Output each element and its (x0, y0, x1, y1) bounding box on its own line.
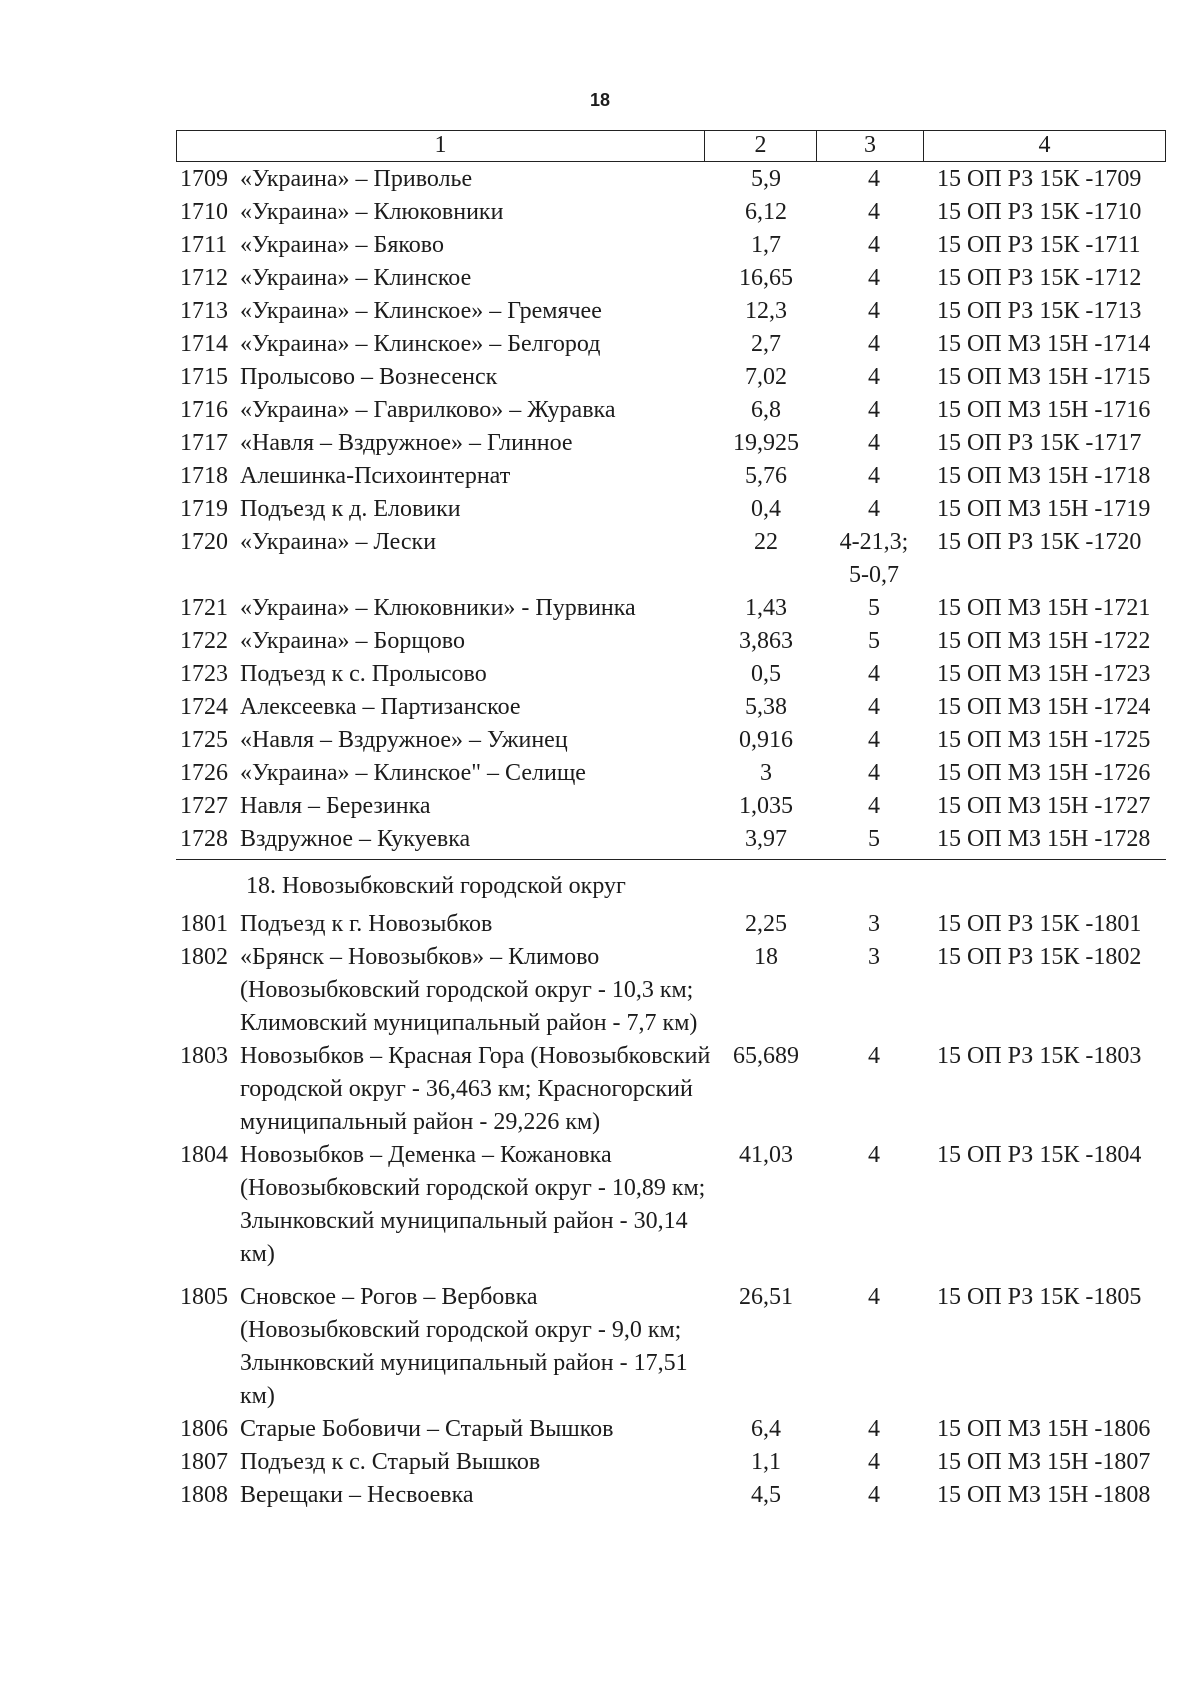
table-row (176, 823, 1166, 856)
road-length: 6,8 (751, 397, 781, 423)
road-name: «Навля – Вздружное» – Глинное (240, 430, 573, 456)
road-category: 4 (868, 760, 880, 786)
table-row (176, 1281, 1166, 1413)
road-category: 4 (868, 199, 880, 225)
road-length: 26,51 (739, 1284, 793, 1310)
table-row (176, 526, 1166, 592)
table-row (176, 163, 1166, 196)
road-category: 3 (868, 911, 880, 937)
road-length: 3,97 (745, 826, 787, 852)
header-col-3: 3 (817, 131, 924, 161)
table-row (176, 1413, 1166, 1446)
road-id: 15 ОП РЗ 15К -1801 (937, 911, 1142, 937)
road-category: 4 (868, 232, 880, 258)
road-length: 3 (760, 760, 772, 786)
road-number: 1717 (180, 430, 228, 456)
road-id: 15 ОП РЗ 15К -1805 (937, 1284, 1142, 1310)
road-category: 4 (868, 727, 880, 753)
road-length: 5,9 (751, 166, 781, 192)
road-length: 41,03 (739, 1142, 793, 1168)
road-length: 1,7 (751, 232, 781, 258)
road-id: 15 ОП РЗ 15К -1804 (937, 1142, 1142, 1168)
road-number: 1710 (180, 199, 228, 225)
road-name: Старые Бобовичи – Старый Вышков (240, 1416, 614, 1442)
road-name: «Брянск – Новозыбков» – Климово (Новозыбковский городской округ - 10,3 км; Климовский муниципальный район - 7,7 км) (240, 944, 698, 1036)
road-length: 2,7 (751, 331, 781, 357)
table-row (176, 460, 1166, 493)
road-category: 4 (868, 1449, 880, 1475)
table-row (176, 1446, 1166, 1479)
road-id: 15 ОП РЗ 15К -1709 (937, 166, 1142, 192)
road-number: 1725 (180, 727, 228, 753)
road-id: 15 ОП МЗ 15Н -1715 (937, 364, 1151, 390)
road-category: 4 (868, 331, 880, 357)
road-id: 15 ОП МЗ 15Н -1718 (937, 463, 1151, 489)
road-length: 22 (754, 529, 778, 555)
road-category: 4 (868, 298, 880, 324)
road-category: 4 (868, 364, 880, 390)
header-col-4: 4 (1038, 132, 1051, 158)
road-id: 15 ОП МЗ 15Н -1808 (937, 1482, 1151, 1508)
road-category: 4 (868, 694, 880, 720)
road-name: Пролысово – Вознесенск (240, 364, 498, 390)
section-divider (176, 859, 1166, 860)
roads-table-part-1 (176, 163, 1166, 856)
section-title: 18. Новозыбковский городской округ (246, 873, 626, 899)
road-number: 1715 (180, 364, 228, 390)
road-id: 15 ОП РЗ 15К -1802 (937, 944, 1142, 970)
road-id: 15 ОП МЗ 15Н -1722 (937, 628, 1151, 654)
table-row (176, 757, 1166, 790)
road-number: 1728 (180, 826, 228, 852)
road-number: 1719 (180, 496, 228, 522)
road-category: 4 (868, 1142, 880, 1168)
road-name: Верещаки – Несвоевка (240, 1482, 474, 1508)
road-name: Вздружное – Кукуевка (240, 826, 471, 852)
road-number: 1709 (180, 166, 228, 192)
road-length: 1,43 (745, 595, 787, 621)
road-category: 4 (868, 793, 880, 819)
table-row (176, 361, 1166, 394)
road-name: «Украина» – Бяково (240, 232, 444, 258)
road-number: 1713 (180, 298, 228, 324)
road-id: 15 ОП МЗ 15Н -1727 (937, 793, 1151, 819)
road-length: 5,76 (745, 463, 787, 489)
road-length: 0,916 (739, 727, 793, 753)
table-row (176, 262, 1166, 295)
road-length: 6,12 (745, 199, 787, 225)
table-row (176, 427, 1166, 460)
table-row (176, 295, 1166, 328)
road-length: 16,65 (739, 265, 793, 291)
road-name: «Украина» – Клюковники» - Пурвинка (240, 595, 636, 621)
road-length: 1,1 (751, 1449, 781, 1475)
road-length: 5,38 (745, 694, 787, 720)
road-category: 4 (868, 1284, 880, 1310)
road-number: 1718 (180, 463, 228, 489)
road-category: 5 (868, 826, 880, 852)
table-row (176, 493, 1166, 526)
road-name: «Украина» – Клинское (240, 265, 472, 291)
road-name: Навля – Березинка (240, 793, 431, 819)
header-col-2: 2 (705, 131, 817, 161)
road-number: 1722 (180, 628, 228, 654)
road-category: 4 (868, 496, 880, 522)
table-row (176, 625, 1166, 658)
road-category: 4 (868, 463, 880, 489)
road-id: 15 ОП МЗ 15Н -1721 (937, 595, 1151, 621)
road-category: 4 (868, 166, 880, 192)
road-length: 18 (754, 944, 778, 970)
road-category: 3 (868, 944, 880, 970)
road-category: 4 (868, 265, 880, 291)
table-row (176, 229, 1166, 262)
road-number: 1727 (180, 793, 228, 819)
header-col-1: 1 (177, 131, 705, 161)
road-id: 15 ОП РЗ 15К -1717 (937, 430, 1142, 456)
table-row (176, 941, 1166, 1040)
road-number: 1711 (180, 232, 228, 258)
table-row (176, 658, 1166, 691)
road-name: «Украина» – Клюковники (240, 199, 504, 225)
road-name: «Украина» – Гаврилково» – Журавка (240, 397, 616, 423)
road-number: 1726 (180, 760, 228, 786)
road-number: 1801 (180, 911, 228, 937)
road-number: 1808 (180, 1482, 228, 1508)
road-name: «Украина» – Лески (240, 529, 437, 555)
table-row (176, 1139, 1166, 1271)
road-id: 15 ОП МЗ 15Н -1725 (937, 727, 1151, 753)
table-row (176, 1479, 1166, 1512)
road-category: 4 (868, 430, 880, 456)
road-length: 3,863 (739, 628, 793, 654)
road-id: 15 ОП РЗ 15К -1712 (937, 265, 1142, 291)
table-row (176, 394, 1166, 427)
road-length: 19,925 (733, 430, 799, 456)
road-id: 15 ОП МЗ 15Н -1728 (937, 826, 1151, 852)
road-id: 15 ОП МЗ 15Н -1724 (937, 694, 1151, 720)
road-category: 5 (868, 628, 880, 654)
road-name: Алешинка-Психоинтернат (240, 463, 511, 489)
table-row (176, 908, 1166, 941)
road-name: «Украина» – Клинское» – Гремячее (240, 298, 602, 324)
road-name: Новозыбков – Красная Гора (Новозыбковский городской округ - 36,463 км; Красногорский муниципальный район - 29,226 км) (240, 1043, 711, 1135)
road-name: Алексеевка – Партизанское (240, 694, 521, 720)
road-id: 15 ОП МЗ 15Н -1714 (937, 331, 1151, 357)
road-category: 4 (868, 1416, 880, 1442)
road-name: «Украина» – Клинское" – Селище (240, 760, 586, 786)
road-length: 6,4 (751, 1416, 781, 1442)
road-length: 12,3 (745, 298, 787, 324)
road-id: 15 ОП РЗ 15К -1710 (937, 199, 1142, 225)
road-name: Подъезд к д. Еловики (240, 496, 461, 522)
road-length: 0,5 (751, 661, 781, 687)
road-category: 4 (868, 397, 880, 423)
road-id: 15 ОП МЗ 15Н -1806 (937, 1416, 1151, 1442)
road-number: 1724 (180, 694, 228, 720)
road-name: «Украина» – Приволье (240, 166, 473, 192)
road-id: 15 ОП РЗ 15К -1713 (937, 298, 1142, 324)
road-name: «Навля – Вздружное» – Ужинец (240, 727, 568, 753)
road-id: 15 ОП МЗ 15Н -1719 (937, 496, 1151, 522)
road-category: 5 (868, 595, 880, 621)
road-number: 1802 (180, 944, 228, 970)
table-row (176, 1040, 1166, 1139)
road-id: 15 ОП РЗ 15К -1711 (937, 232, 1141, 258)
road-name: «Украина» – Борщово (240, 628, 465, 654)
road-number: 1803 (180, 1043, 228, 1069)
table-row (176, 328, 1166, 361)
road-number: 1721 (180, 595, 228, 621)
table-header (176, 130, 1166, 162)
road-name: «Украина» – Клинское» – Белгород (240, 331, 601, 357)
road-name: Новозыбков – Деменка – Кожановка (Новозыбковский городской округ - 10,89 км; Злынковский муниципальный район - 30,14 км) (240, 1142, 706, 1267)
road-id: 15 ОП МЗ 15Н -1726 (937, 760, 1151, 786)
table-row (176, 196, 1166, 229)
road-number: 1804 (180, 1142, 228, 1168)
road-length: 0,4 (751, 496, 781, 522)
road-number: 1712 (180, 265, 228, 291)
roads-table-part-2 (176, 908, 1166, 1512)
road-number: 1716 (180, 397, 228, 423)
table-row (176, 592, 1166, 625)
table-row (176, 790, 1166, 823)
road-number: 1714 (180, 331, 228, 357)
road-number: 1723 (180, 661, 228, 687)
road-length: 4,5 (751, 1482, 781, 1508)
road-length: 1,035 (739, 793, 793, 819)
road-number: 1805 (180, 1284, 228, 1310)
road-id: 15 ОП МЗ 15Н -1807 (937, 1449, 1151, 1475)
road-name: Подъезд к г. Новозыбков (240, 911, 493, 937)
road-name: Подъезд к с. Старый Вышков (240, 1449, 541, 1475)
road-id: 15 ОП РЗ 15К -1720 (937, 529, 1142, 555)
road-number: 1720 (180, 529, 228, 555)
road-category: 4 (868, 1043, 880, 1069)
road-name: Подъезд к с. Пролысово (240, 661, 487, 687)
road-id: 15 ОП РЗ 15К -1803 (937, 1043, 1142, 1069)
road-length: 65,689 (733, 1043, 799, 1069)
road-name: Сновское – Рогов – Вербовка (Новозыбковский городской округ - 9,0 км; Злынковский муниципальный район - 17,51 км) (240, 1284, 688, 1409)
page-number: 18 (589, 90, 611, 110)
road-category: 4 (868, 661, 880, 687)
table-row (176, 691, 1166, 724)
road-id: 15 ОП МЗ 15Н -1723 (937, 661, 1151, 687)
road-length: 2,25 (745, 911, 787, 937)
road-id: 15 ОП МЗ 15Н -1716 (937, 397, 1151, 423)
road-category: 4-21,3; 5-0,7 (839, 529, 909, 588)
road-length: 7,02 (745, 364, 787, 390)
road-number: 1806 (180, 1416, 228, 1442)
table-row (176, 724, 1166, 757)
road-number: 1807 (180, 1449, 228, 1475)
road-category: 4 (868, 1482, 880, 1508)
